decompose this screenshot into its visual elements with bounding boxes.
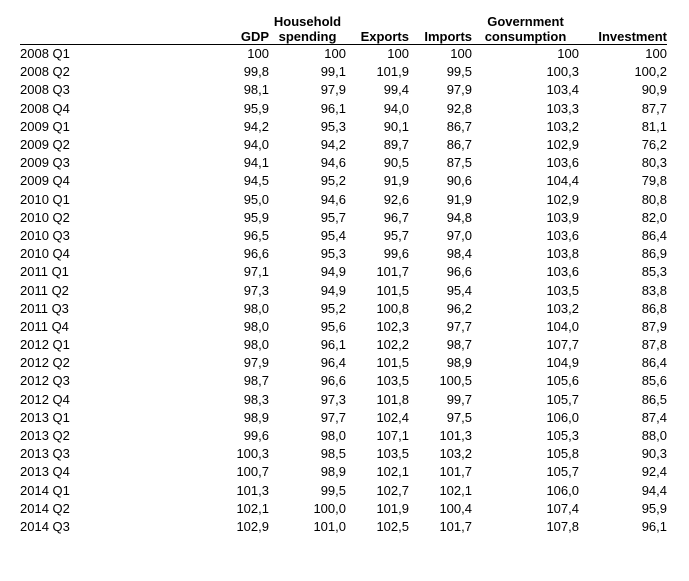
cell-imports: 86,7: [446, 118, 472, 134]
cell-exports: 89,7: [383, 137, 409, 153]
cell-imports: 100,5: [439, 373, 472, 389]
cell-imports: 101,7: [439, 464, 472, 480]
cell-household-spending: 98,0: [320, 428, 346, 444]
cell-period: 2012 Q2: [20, 355, 70, 371]
cell-exports: 90,5: [383, 155, 409, 171]
cell-household-spending: 97,9: [320, 82, 346, 98]
cell-period: 2008 Q3: [20, 82, 70, 98]
cell-government-consumption: 103,6: [546, 264, 579, 280]
table-row: [20, 336, 667, 354]
cell-gdp: 97,3: [243, 282, 269, 298]
table-row: [20, 118, 667, 136]
cell-imports: 97,9: [446, 82, 472, 98]
cell-household-spending: 94,6: [320, 191, 346, 207]
table-row: [20, 427, 667, 445]
cell-gdp: 96,5: [243, 227, 269, 243]
header-gdp: GDP: [116, 10, 269, 45]
cell-period: 2011 Q4: [20, 318, 69, 334]
cell-gdp: 95,0: [243, 191, 269, 207]
header-household-line1: Household: [273, 14, 342, 29]
cell-gdp: 98,0: [243, 318, 269, 334]
header-government-line1: Government: [487, 14, 564, 29]
cell-imports: 98,7: [446, 337, 472, 353]
cell-government-consumption: 107,8: [546, 518, 579, 534]
cell-period: 2010 Q1: [20, 191, 70, 207]
table-row: [20, 209, 667, 227]
table-row: [20, 409, 667, 427]
cell-household-spending: 95,3: [320, 246, 346, 262]
cell-period: 2010 Q4: [20, 246, 70, 262]
cell-investment: 86,9: [641, 246, 667, 262]
cell-gdp: 102,9: [236, 518, 269, 534]
cell-investment: 80,8: [641, 191, 667, 207]
cell-gdp: 95,9: [243, 209, 269, 225]
cell-government-consumption: 104,9: [546, 355, 579, 371]
cell-household-spending: 98,9: [320, 464, 346, 480]
cell-household-spending: 95,2: [320, 173, 346, 189]
cell-household-spending: 96,4: [320, 355, 346, 371]
cell-investment: 88,0: [641, 428, 667, 444]
cell-period: 2013 Q4: [20, 464, 70, 480]
cell-household-spending: 94,2: [320, 137, 346, 153]
cell-household-spending: 97,7: [320, 409, 346, 425]
gdp-components-table: [20, 10, 667, 536]
cell-imports: 102,1: [439, 482, 472, 498]
cell-household-spending: 96,1: [320, 337, 346, 353]
cell-period: 2011 Q3: [20, 300, 69, 316]
cell-government-consumption: 103,8: [546, 246, 579, 262]
cell-imports: 100,4: [439, 500, 472, 516]
cell-investment: 86,8: [641, 300, 667, 316]
cell-government-consumption: 103,2: [546, 118, 579, 134]
cell-gdp: 99,8: [243, 64, 269, 80]
cell-imports: 95,4: [446, 282, 472, 298]
cell-government-consumption: 103,5: [546, 282, 579, 298]
cell-government-consumption: 104,0: [546, 318, 579, 334]
cell-investment: 86,4: [641, 355, 667, 371]
cell-imports: 96,2: [446, 300, 472, 316]
cell-household-spending: 100,0: [313, 500, 346, 516]
cell-investment: 96,1: [641, 518, 667, 534]
cell-period: 2010 Q2: [20, 209, 70, 225]
cell-household-spending: 95,7: [320, 209, 346, 225]
cell-exports: 102,5: [376, 518, 409, 534]
cell-investment: 94,4: [641, 482, 667, 498]
table-row: [20, 518, 667, 536]
table-body: [20, 45, 667, 537]
cell-imports: 86,7: [446, 137, 472, 153]
cell-period: 2014 Q1: [20, 482, 70, 498]
table-row: [20, 263, 667, 281]
table-row: [20, 63, 667, 81]
table-row: [20, 245, 667, 263]
cell-investment: 83,8: [641, 282, 667, 298]
table-row: [20, 318, 667, 336]
table-row: [20, 191, 667, 209]
cell-exports: 90,1: [383, 118, 409, 134]
cell-household-spending: 94,6: [320, 155, 346, 171]
cell-investment: 87,4: [641, 409, 667, 425]
table-row: [20, 227, 667, 245]
cell-exports: 92,6: [383, 191, 409, 207]
table-row: [20, 172, 667, 190]
cell-government-consumption: 105,6: [546, 373, 579, 389]
cell-exports: 102,1: [376, 464, 409, 480]
cell-investment: 80,3: [641, 155, 667, 171]
cell-period: 2008 Q2: [20, 64, 70, 80]
cell-government-consumption: 107,7: [546, 337, 579, 353]
cell-gdp: 94,5: [243, 173, 269, 189]
cell-exports: 101,9: [376, 64, 409, 80]
cell-gdp: 94,0: [243, 137, 269, 153]
cell-period: 2012 Q3: [20, 373, 70, 389]
table-row: [20, 45, 667, 64]
cell-investment: 95,9: [641, 500, 667, 516]
cell-period: 2008 Q4: [20, 100, 70, 116]
cell-household-spending: 99,5: [320, 482, 346, 498]
header-government-consumption: [472, 10, 579, 45]
cell-period: 2013 Q1: [20, 409, 70, 425]
cell-government-consumption: 103,4: [546, 82, 579, 98]
cell-imports: 99,5: [446, 64, 472, 80]
cell-period: 2012 Q4: [20, 391, 70, 407]
cell-gdp: 98,0: [243, 337, 269, 353]
cell-investment: 81,1: [641, 118, 667, 134]
cell-gdp: 100,7: [236, 464, 269, 480]
cell-government-consumption: 103,2: [546, 300, 579, 316]
cell-gdp: 97,9: [243, 355, 269, 371]
cell-exports: 95,7: [383, 227, 409, 243]
cell-household-spending: 95,6: [320, 318, 346, 334]
cell-imports: 97,0: [446, 227, 472, 243]
cell-period: 2009 Q4: [20, 173, 70, 189]
cell-household-spending: 96,1: [320, 100, 346, 116]
cell-imports: 97,7: [446, 318, 472, 334]
cell-exports: 103,5: [376, 446, 409, 462]
cell-exports: 96,7: [383, 209, 409, 225]
cell-government-consumption: 105,7: [546, 391, 579, 407]
cell-gdp: 97,1: [243, 264, 269, 280]
cell-investment: 100,2: [634, 64, 667, 80]
cell-imports: 99,7: [446, 391, 472, 407]
cell-imports: 103,2: [439, 446, 472, 462]
cell-period: 2013 Q3: [20, 446, 70, 462]
cell-investment: 87,7: [641, 100, 667, 116]
header-imports: Imports: [409, 10, 472, 45]
table-row: [20, 500, 667, 518]
table-row: [20, 281, 667, 299]
cell-gdp: 94,2: [243, 118, 269, 134]
cell-government-consumption: 103,9: [546, 209, 579, 225]
cell-exports: 101,8: [376, 391, 409, 407]
table-row: [20, 372, 667, 390]
cell-household-spending: 94,9: [320, 282, 346, 298]
cell-imports: 98,4: [446, 246, 472, 262]
cell-exports: 99,6: [383, 246, 409, 262]
cell-investment: 85,3: [641, 264, 667, 280]
table-row: [20, 354, 667, 372]
cell-investment: 87,8: [641, 337, 667, 353]
table-row: [20, 445, 667, 463]
cell-exports: 101,5: [376, 355, 409, 371]
cell-imports: 94,8: [446, 209, 472, 225]
cell-period: 2011 Q1: [20, 264, 69, 280]
cell-investment: 82,0: [641, 209, 667, 225]
cell-exports: 99,4: [383, 82, 409, 98]
cell-exports: 100,8: [376, 300, 409, 316]
cell-household-spending: 101,0: [313, 518, 346, 534]
cell-imports: 98,9: [446, 355, 472, 371]
table-row: [20, 154, 667, 172]
table-row: [20, 482, 667, 500]
cell-gdp: 98,3: [243, 391, 269, 407]
cell-gdp: 100,3: [236, 446, 269, 462]
cell-gdp: 99,6: [243, 428, 269, 444]
cell-imports: 90,6: [446, 173, 472, 189]
table-row: [20, 136, 667, 154]
cell-gdp: 95,9: [243, 100, 269, 116]
table-row: [20, 391, 667, 409]
cell-exports: 103,5: [376, 373, 409, 389]
cell-gdp: 98,7: [243, 373, 269, 389]
cell-gdp: 100: [247, 46, 269, 62]
cell-gdp: 98,0: [243, 300, 269, 316]
cell-exports: 100: [387, 46, 409, 62]
cell-investment: 85,6: [641, 373, 667, 389]
cell-imports: 100: [450, 46, 472, 62]
cell-exports: 101,7: [376, 264, 409, 280]
cell-government-consumption: 104,4: [546, 173, 579, 189]
cell-government-consumption: 107,4: [546, 500, 579, 516]
cell-government-consumption: 102,9: [546, 191, 579, 207]
table-row: [20, 100, 667, 118]
cell-household-spending: 95,2: [320, 300, 346, 316]
cell-investment: 87,9: [641, 318, 667, 334]
header-household-line2: spending: [278, 29, 337, 44]
cell-investment: 90,3: [641, 446, 667, 462]
cell-gdp: 98,9: [243, 409, 269, 425]
cell-government-consumption: 106,0: [546, 482, 579, 498]
cell-household-spending: 97,3: [320, 391, 346, 407]
cell-government-consumption: 103,6: [546, 227, 579, 243]
table-row: [20, 463, 667, 481]
cell-gdp: 98,1: [243, 82, 269, 98]
header-exports: Exports: [346, 10, 409, 45]
header-household-spending: [269, 10, 346, 45]
cell-investment: 100: [645, 46, 667, 62]
cell-exports: 91,9: [383, 173, 409, 189]
cell-household-spending: 94,9: [320, 264, 346, 280]
cell-gdp: 101,3: [236, 482, 269, 498]
cell-investment: 86,4: [641, 227, 667, 243]
cell-government-consumption: 100: [557, 46, 579, 62]
cell-exports: 102,3: [376, 318, 409, 334]
cell-period: 2012 Q1: [20, 337, 70, 353]
cell-investment: 92,4: [641, 464, 667, 480]
cell-period: 2010 Q3: [20, 227, 70, 243]
cell-exports: 102,2: [376, 337, 409, 353]
cell-exports: 101,9: [376, 500, 409, 516]
header-row: [20, 10, 667, 45]
cell-government-consumption: 106,0: [546, 409, 579, 425]
cell-period: 2009 Q2: [20, 137, 70, 153]
cell-imports: 92,8: [446, 100, 472, 116]
cell-exports: 101,5: [376, 282, 409, 298]
table-row: [20, 81, 667, 99]
cell-government-consumption: 105,8: [546, 446, 579, 462]
cell-government-consumption: 103,3: [546, 100, 579, 116]
cell-gdp: 102,1: [236, 500, 269, 516]
cell-exports: 107,1: [376, 428, 409, 444]
cell-household-spending: 95,4: [320, 227, 346, 243]
cell-government-consumption: 100,3: [546, 64, 579, 80]
cell-gdp: 94,1: [243, 155, 269, 171]
cell-government-consumption: 105,3: [546, 428, 579, 444]
header-period: [20, 10, 116, 45]
cell-exports: 102,7: [376, 482, 409, 498]
cell-investment: 90,9: [641, 82, 667, 98]
cell-imports: 101,3: [439, 428, 472, 444]
cell-period: 2009 Q3: [20, 155, 70, 171]
cell-government-consumption: 103,6: [546, 155, 579, 171]
cell-period: 2009 Q1: [20, 118, 70, 134]
header-government-line2: consumption: [484, 29, 567, 44]
cell-imports: 97,5: [446, 409, 472, 425]
cell-period: 2014 Q3: [20, 518, 70, 534]
table-row: [20, 300, 667, 318]
cell-household-spending: 99,1: [320, 64, 346, 80]
cell-investment: 86,5: [641, 391, 667, 407]
table-header: [20, 10, 667, 45]
cell-imports: 87,5: [446, 155, 472, 171]
cell-exports: 94,0: [383, 100, 409, 116]
cell-imports: 101,7: [439, 518, 472, 534]
cell-government-consumption: 105,7: [546, 464, 579, 480]
cell-period: 2014 Q2: [20, 500, 70, 516]
cell-period: 2008 Q1: [20, 46, 70, 62]
cell-gdp: 96,6: [243, 246, 269, 262]
cell-household-spending: 100: [324, 46, 346, 62]
cell-household-spending: 96,6: [320, 373, 346, 389]
cell-exports: 102,4: [376, 409, 409, 425]
cell-investment: 76,2: [641, 137, 667, 153]
cell-government-consumption: 102,9: [546, 137, 579, 153]
cell-household-spending: 98,5: [320, 446, 346, 462]
cell-investment: 79,8: [641, 173, 667, 189]
cell-period: 2011 Q2: [20, 282, 69, 298]
cell-imports: 96,6: [446, 264, 472, 280]
cell-period: 2013 Q2: [20, 428, 70, 444]
header-investment: Investment: [579, 10, 667, 45]
cell-imports: 91,9: [446, 191, 472, 207]
cell-household-spending: 95,3: [320, 118, 346, 134]
